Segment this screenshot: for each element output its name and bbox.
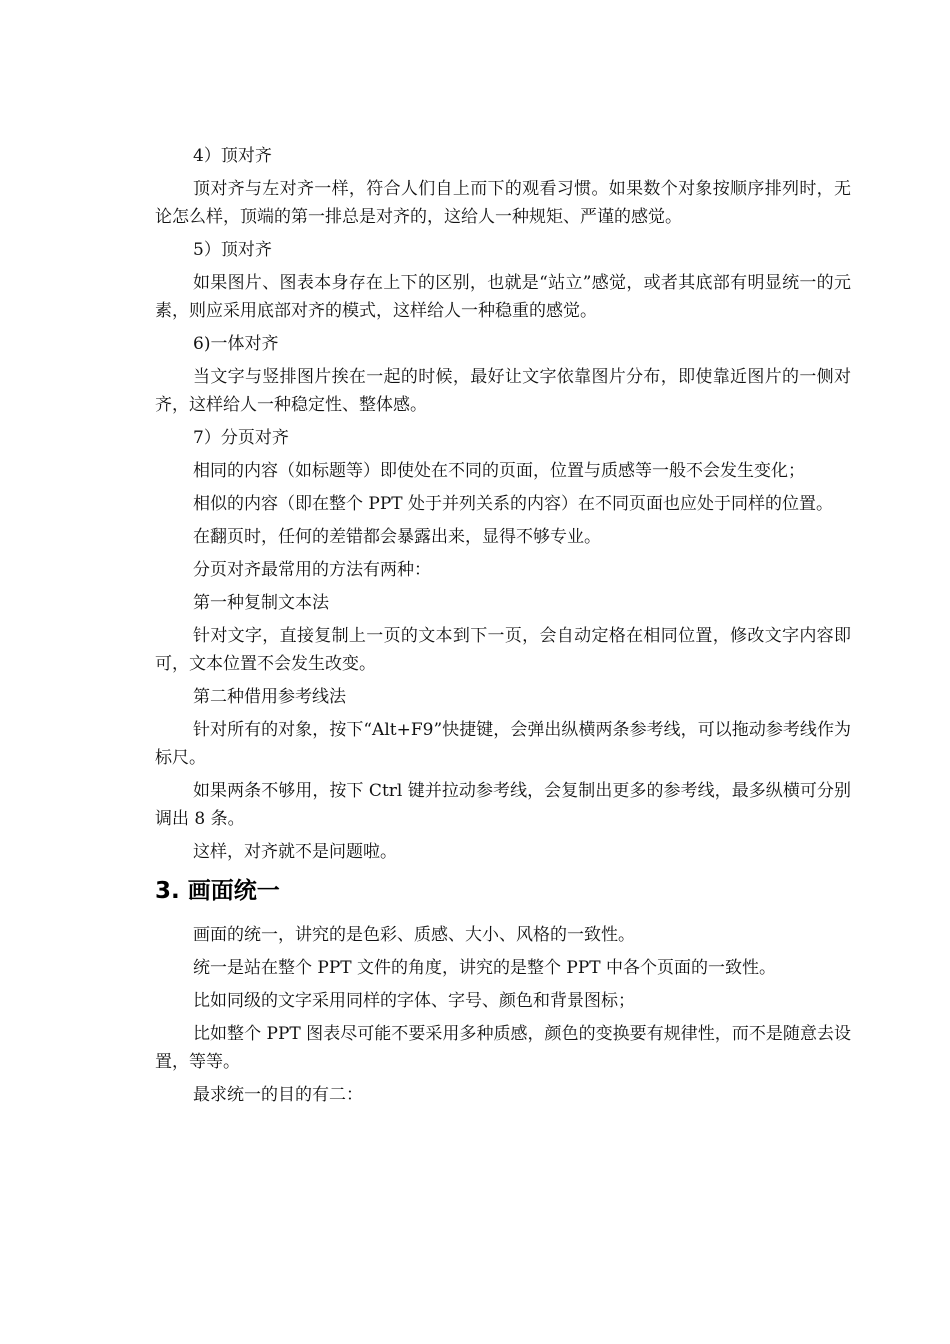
paragraph: 针对文字，直接复制上一页的文本到下一页，会自动定格在相同位置，修改文字内容即可，文本位置不会发生改变。 — [155, 626, 851, 674]
paragraph: 如果两条不够用，按下 Ctrl 键并拉动参考线，会复制出更多的参考线，最多纵横可分别调出 8 条。 — [155, 781, 851, 829]
paragraph: 相似的内容（即在整个 PPT 处于并列关系的内容）在不同页面也应处于同样的位置。 — [193, 494, 834, 514]
paragraph: 这样，对齐就不是问题啦。 — [193, 842, 397, 862]
subheading-top-align: 4）顶对齐 — [193, 146, 272, 166]
paragraph: 比如同级的文字采用同样的字体、字号、颜色和背景图标； — [193, 991, 635, 1011]
paragraph: 针对所有的对象，按下“Alt+F9”快捷键，会弹出纵横两条参考线，可以拖动参考线作为标尺。 — [155, 720, 851, 768]
paragraph: 第一种复制文本法 — [193, 593, 329, 613]
paragraph: 在翻页时，任何的差错都会暴露出来，显得不够专业。 — [193, 527, 601, 547]
paragraph: 第二种借用参考线法 — [193, 687, 346, 707]
paragraph: 最求统一的目的有二： — [193, 1085, 363, 1105]
document-body — [155, 142, 851, 1114]
subheading-page-align: 7）分页对齐 — [193, 428, 289, 448]
paragraph: 分页对齐最常用的方法有两种： — [193, 560, 431, 580]
subheading-unified-align: 6)一体对齐 — [193, 334, 279, 354]
paragraph: 当文字与竖排图片挨在一起的时候，最好让文字依靠图片分布，即使靠近图片的一侧对齐，这样给人一种稳定性、整体感。 — [155, 367, 851, 415]
paragraph: 统一是站在整个 PPT 文件的角度，讲究的是整个 PPT 中各个页面的一致性。 — [193, 958, 777, 978]
subheading-bottom-align: 5）顶对齐 — [193, 240, 272, 260]
section-heading: 3. 画面统一 — [155, 878, 280, 904]
paragraph: 相同的内容（如标题等）即使处在不同的页面，位置与质感等一般不会发生变化； — [193, 461, 805, 481]
paragraph: 如果图片、图表本身存在上下的区别，也就是“站立”感觉，或者其底部有明显统一的元素，则应采用底部对齐的模式，这样给人一种稳重的感觉。 — [155, 273, 851, 321]
paragraph: 画面的统一，讲究的是色彩、质感、大小、风格的一致性。 — [193, 925, 635, 945]
paragraph: 顶对齐与左对齐一样，符合人们自上而下的观看习惯。如果数个对象按顺序排列时，无论怎么样，顶端的第一排总是对齐的，这给人一种规矩、严谨的感觉。 — [155, 179, 851, 227]
paragraph: 比如整个 PPT 图表尽可能不要采用多种质感，颜色的变换要有规律性，而不是随意去设置，等等。 — [155, 1024, 851, 1072]
